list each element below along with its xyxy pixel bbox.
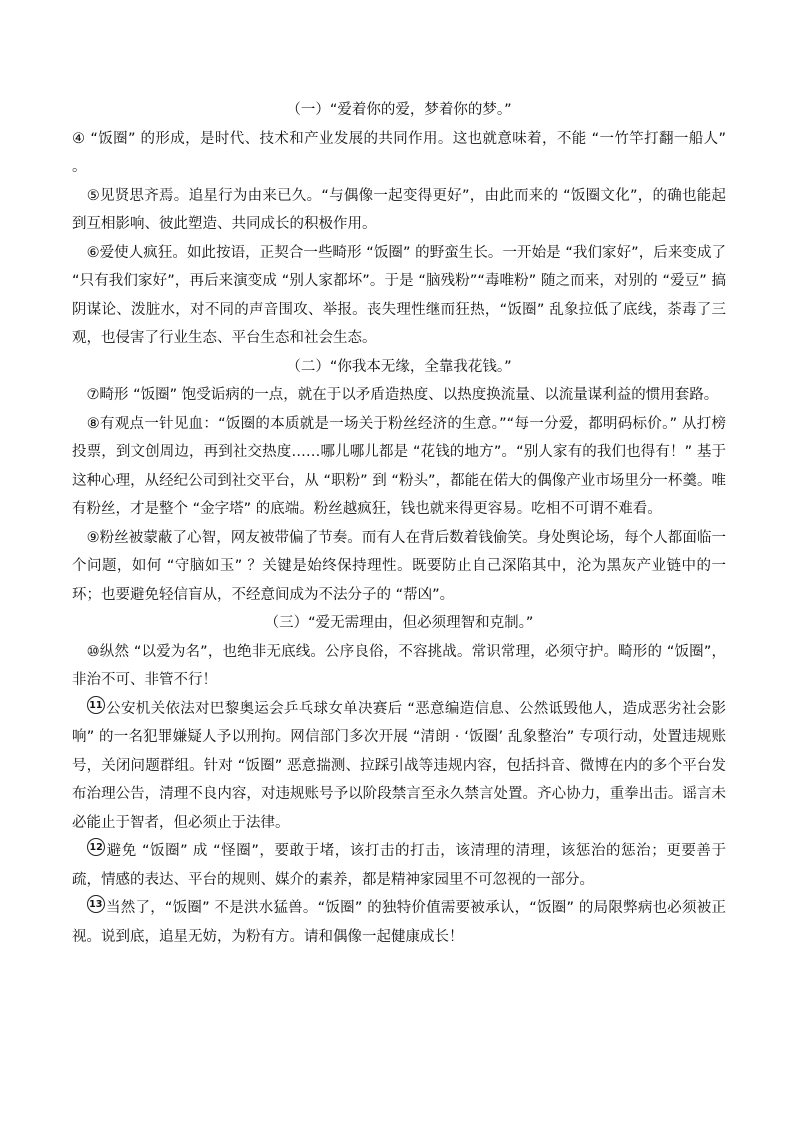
- paragraph-text: ⑦畸形 “饭圈” 饱受诟病的一点，就在于以矛盾造热度、以热度换流量、以流量谋利益的惯用套路。: [86, 387, 719, 403]
- article-body: [72, 96, 726, 951]
- paragraph-text: ⑩纵然 “以爱为名”，也绝非无底线。公序良俗，不容挑战。常识常理，必须守护。畸形的 “饭圈”，非治不可、非管不行！: [72, 643, 726, 688]
- paragraph-text: 当然了，“饭圈” 不是洪水猛兽。“饭圈” 的独特价值需要被承认，“饭圈” 的局限弊病也必须被正视。说到底，追星无妨，为粉有方。请和偶像一起健康成长！: [72, 900, 727, 945]
- paragraph-10: [72, 638, 726, 695]
- paragraph-text: ⑤见贤思齐焉。追星行为由来已久。“与偶像一起变得更好”，由此而来的 “饭圈文化”，的确也能起到互相影响、彼此塑造、共同成长的积极作用。: [72, 187, 727, 232]
- paragraph-13: [72, 894, 726, 951]
- paragraph-number-11: 11: [87, 696, 105, 714]
- paragraph-12: [72, 837, 726, 894]
- paragraph-number-12: 12: [87, 838, 105, 856]
- paragraph-8: [72, 410, 726, 524]
- section-heading-3: （三）“爱无需理由，但必须理智和克制。”: [264, 615, 534, 631]
- paragraph-6: [72, 239, 726, 353]
- paragraph-4: [72, 125, 726, 182]
- paragraph-5: [72, 182, 726, 239]
- section-heading-2: （二）“你我本无缘，全靠我花钱。”: [286, 358, 512, 375]
- paragraph-text: 公安机关依法对巴黎奥运会乒乓球女单决赛后 “恶意编造信息、公然诋毁他人，造成恶劣社会影响” 的一名犯罪嫌疑人予以刑拘。网信部门多次开展 “清朗 · ‘饭圈’ 乱象整治” 专项行动，处置违规账号，关闭问题群组。针对 “饭圈” 恶意揣测、拉踩引战等违规内容，包括抖音、微博在内的多个平台发布治理公告，清理不良内容，对违规账号予以阶段禁言至永久禁言处置。齐心协力，重拳出击。谣言未必能止于智者，但必须止于法律。: [72, 700, 727, 831]
- paragraph-11: [72, 695, 726, 838]
- paragraph-text: ④ “饭圈” 的形成，是时代、技术和产业发展的共同作用。这也就意味着，不能 “一竹竿打翻一船人” 。: [72, 130, 726, 175]
- section-heading-1: （一）“爱着你的爱，梦着你的梦。”: [286, 102, 512, 118]
- paragraph-7: [72, 381, 726, 410]
- paragraph-number-13: 13: [87, 895, 105, 913]
- paragraph-9: [72, 524, 726, 610]
- paragraph-text: ⑥爱使人疯狂。如此按语，正契合一些畸形 “饭圈” 的野蛮生长。一开始是 “我们家好”，后来变成了 “只有我们家好”，再后来演变成 “别人家都坏”。于是 “脑残粉”“毒唯粉” 随之而来，对别的 “爱豆” 搞阴谋论、泼脏水，对不同的声音围攻、举报。丧失理性继而狂热，“饭圈” 乱象拉低了底线，荼毒了三观，也侵害了行业生态、平台生态和社会生态。: [72, 244, 727, 346]
- paragraph-text: ⑨粉丝被蒙蔽了心智，网友被带偏了节奏。而有人在背后数着钱偷笑。身处舆论场，每个人都面临一个问题，如何 “守脑如玉” ？关键是始终保持理性。既要防止自己深陷其中，沦为黑灰产业链中的一环；也要避免轻信盲从，不经意间成为不法分子的 “帮凶”。: [72, 529, 727, 603]
- paragraph-text: ⑧有观点一针见血：“饭圈的本质就是一场关于粉丝经济的生意。”“每一分爱，都明码标价。” 从打榜投票，到文创周边，再到社交热度……哪儿哪儿都是 “花钱的地方”。“别人家有的我们也得有！” 基于这种心理，从经纪公司到社交平台，从 “职粉” 到 “粉头”，都能在偌大的偶像产业市场里分一杯羹。唯有粉丝，才是整个 “金字塔” 的底端。粉丝越疯狂，钱也就来得更容易。吃相不可谓不难看。: [72, 415, 726, 517]
- paragraph-text: 避免 “饭圈” 成 “怪圈”，要敢于堵，该打击的打击，该清理的清理，该惩治的惩治；更要善于疏，情感的表达、平台的规则、媒介的素养，都是精神家园里不可忽视的一部分。: [72, 843, 727, 888]
